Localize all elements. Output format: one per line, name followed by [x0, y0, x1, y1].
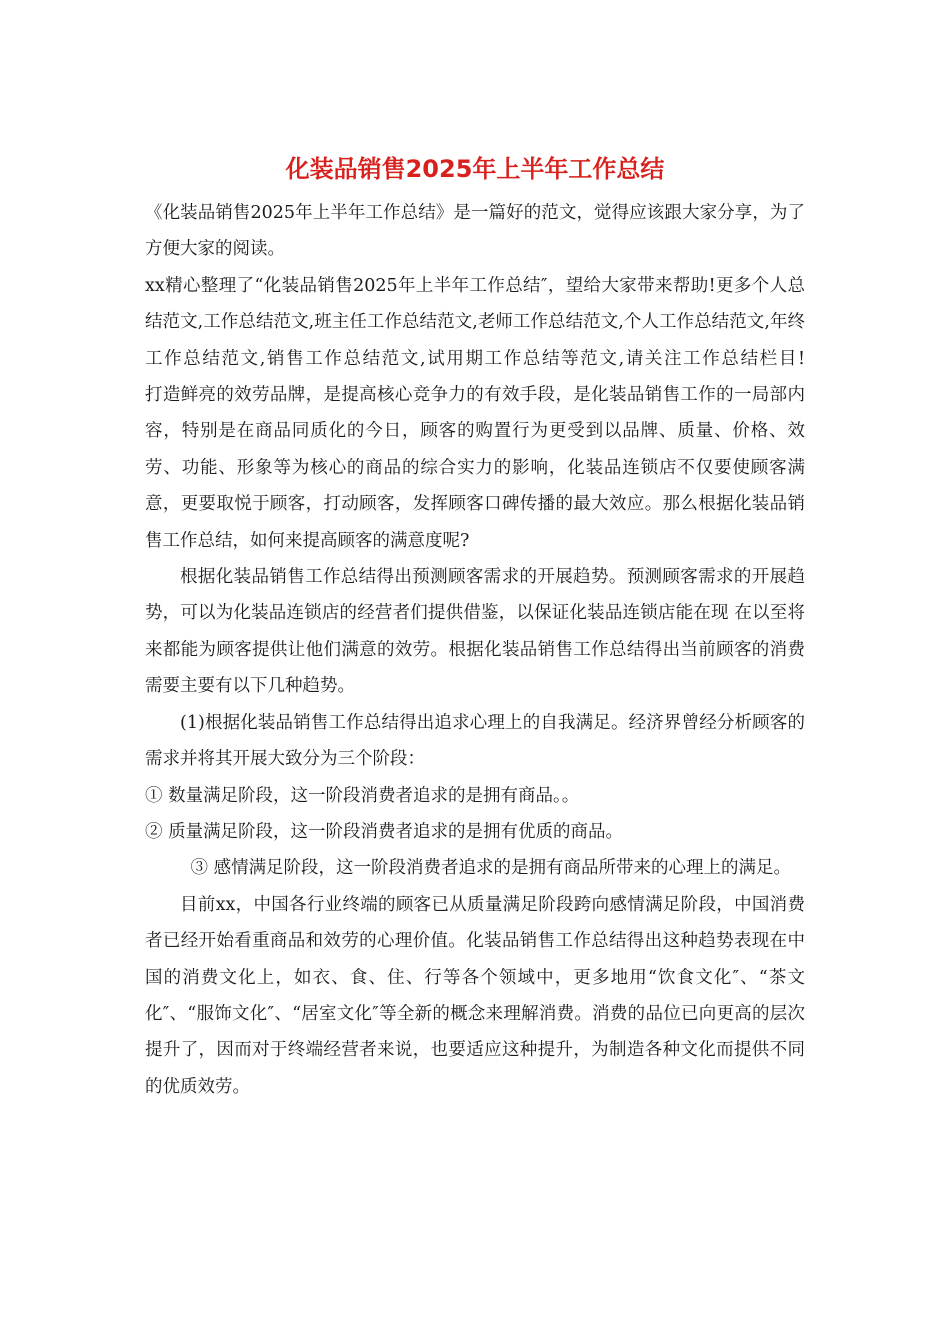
list-item: ① 数量满足阶段，这一阶段消费者追求的是拥有商品。。	[145, 785, 580, 806]
body-paragraph: 根据化装品销售工作总结得出预测顾客需求的开展趋势。预测顾客需求的开展趋势，可以为化装品连锁店的经营者们提供借鉴，以保证化装品连锁店能在现 在以至将来都能为顾客提供让他们满意的效劳。根据化装品销售工作总结得出当前顾客的消费需要主要有以下几种趋势。	[145, 567, 805, 697]
document-body	[145, 195, 858, 1105]
intro-paragraph: 《化装品销售2025年上半年工作总结》是一篇好的范文，觉得应该跟大家分享，为了方便大家的阅读。	[145, 203, 805, 260]
list-item: ③ 感情满足阶段，这一阶段消费者追求的是拥有商品所带来的心理上的满足。	[190, 858, 792, 879]
body-paragraph: 目前xx，中国各行业终端的顾客已从质量满足阶段跨向感情满足阶段，中国消费者已经开始看重商品和效劳的心理价值。化装品销售工作总结得出这种趋势表现在中国的消费文化上，如衣、食、住、行等各个领域中，更多地用“饮食文化″、“茶文化″、“服饰文化″、“居室文化″等全新的概念来理解消费。消费的品位已向更高的层次提升了，因而对于终端经营者来说，也要适应这种提升，为制造各种文化而提供不同的优质效劳。	[145, 894, 805, 1097]
body-paragraph: xx精心整理了“化装品销售2025年上半年工作总结″，望给大家带来帮助!更多个人总结范文,工作总结范文,班主任工作总结范文,老师工作总结范文,个人工作总结范文,年终工作总结范文,销售工作总结范文,试用期工作总结等范文,请关注工作总结栏目! 打造鲜亮的效劳品牌，是提高核心竞争力的有效手段，是化装品销售工作的一局部内容，特别是在商品同质化的今日，顾客的购置行为更受到以品牌、质量、价格、效劳、功能、形象等为核心的商品的综合实力的影响，化装品连锁店不仅要使顾客满意，更要取悦于顾客，打动顾客，发挥顾客口碑传播的最大效应。那么根据化装品销售工作总结，如何来提高顾客的满意度呢?	[145, 275, 858, 551]
list-item: ② 质量满足阶段，这一阶段消费者追求的是拥有优质的商品。	[145, 821, 624, 842]
document-title: 化装品销售2025年上半年工作总结	[285, 155, 665, 183]
body-paragraph: (1)根据化装品销售工作总结得出追求心理上的自我满足。经济界曾经分析顾客的需求并将其开展大致分为三个阶段：	[145, 712, 805, 770]
